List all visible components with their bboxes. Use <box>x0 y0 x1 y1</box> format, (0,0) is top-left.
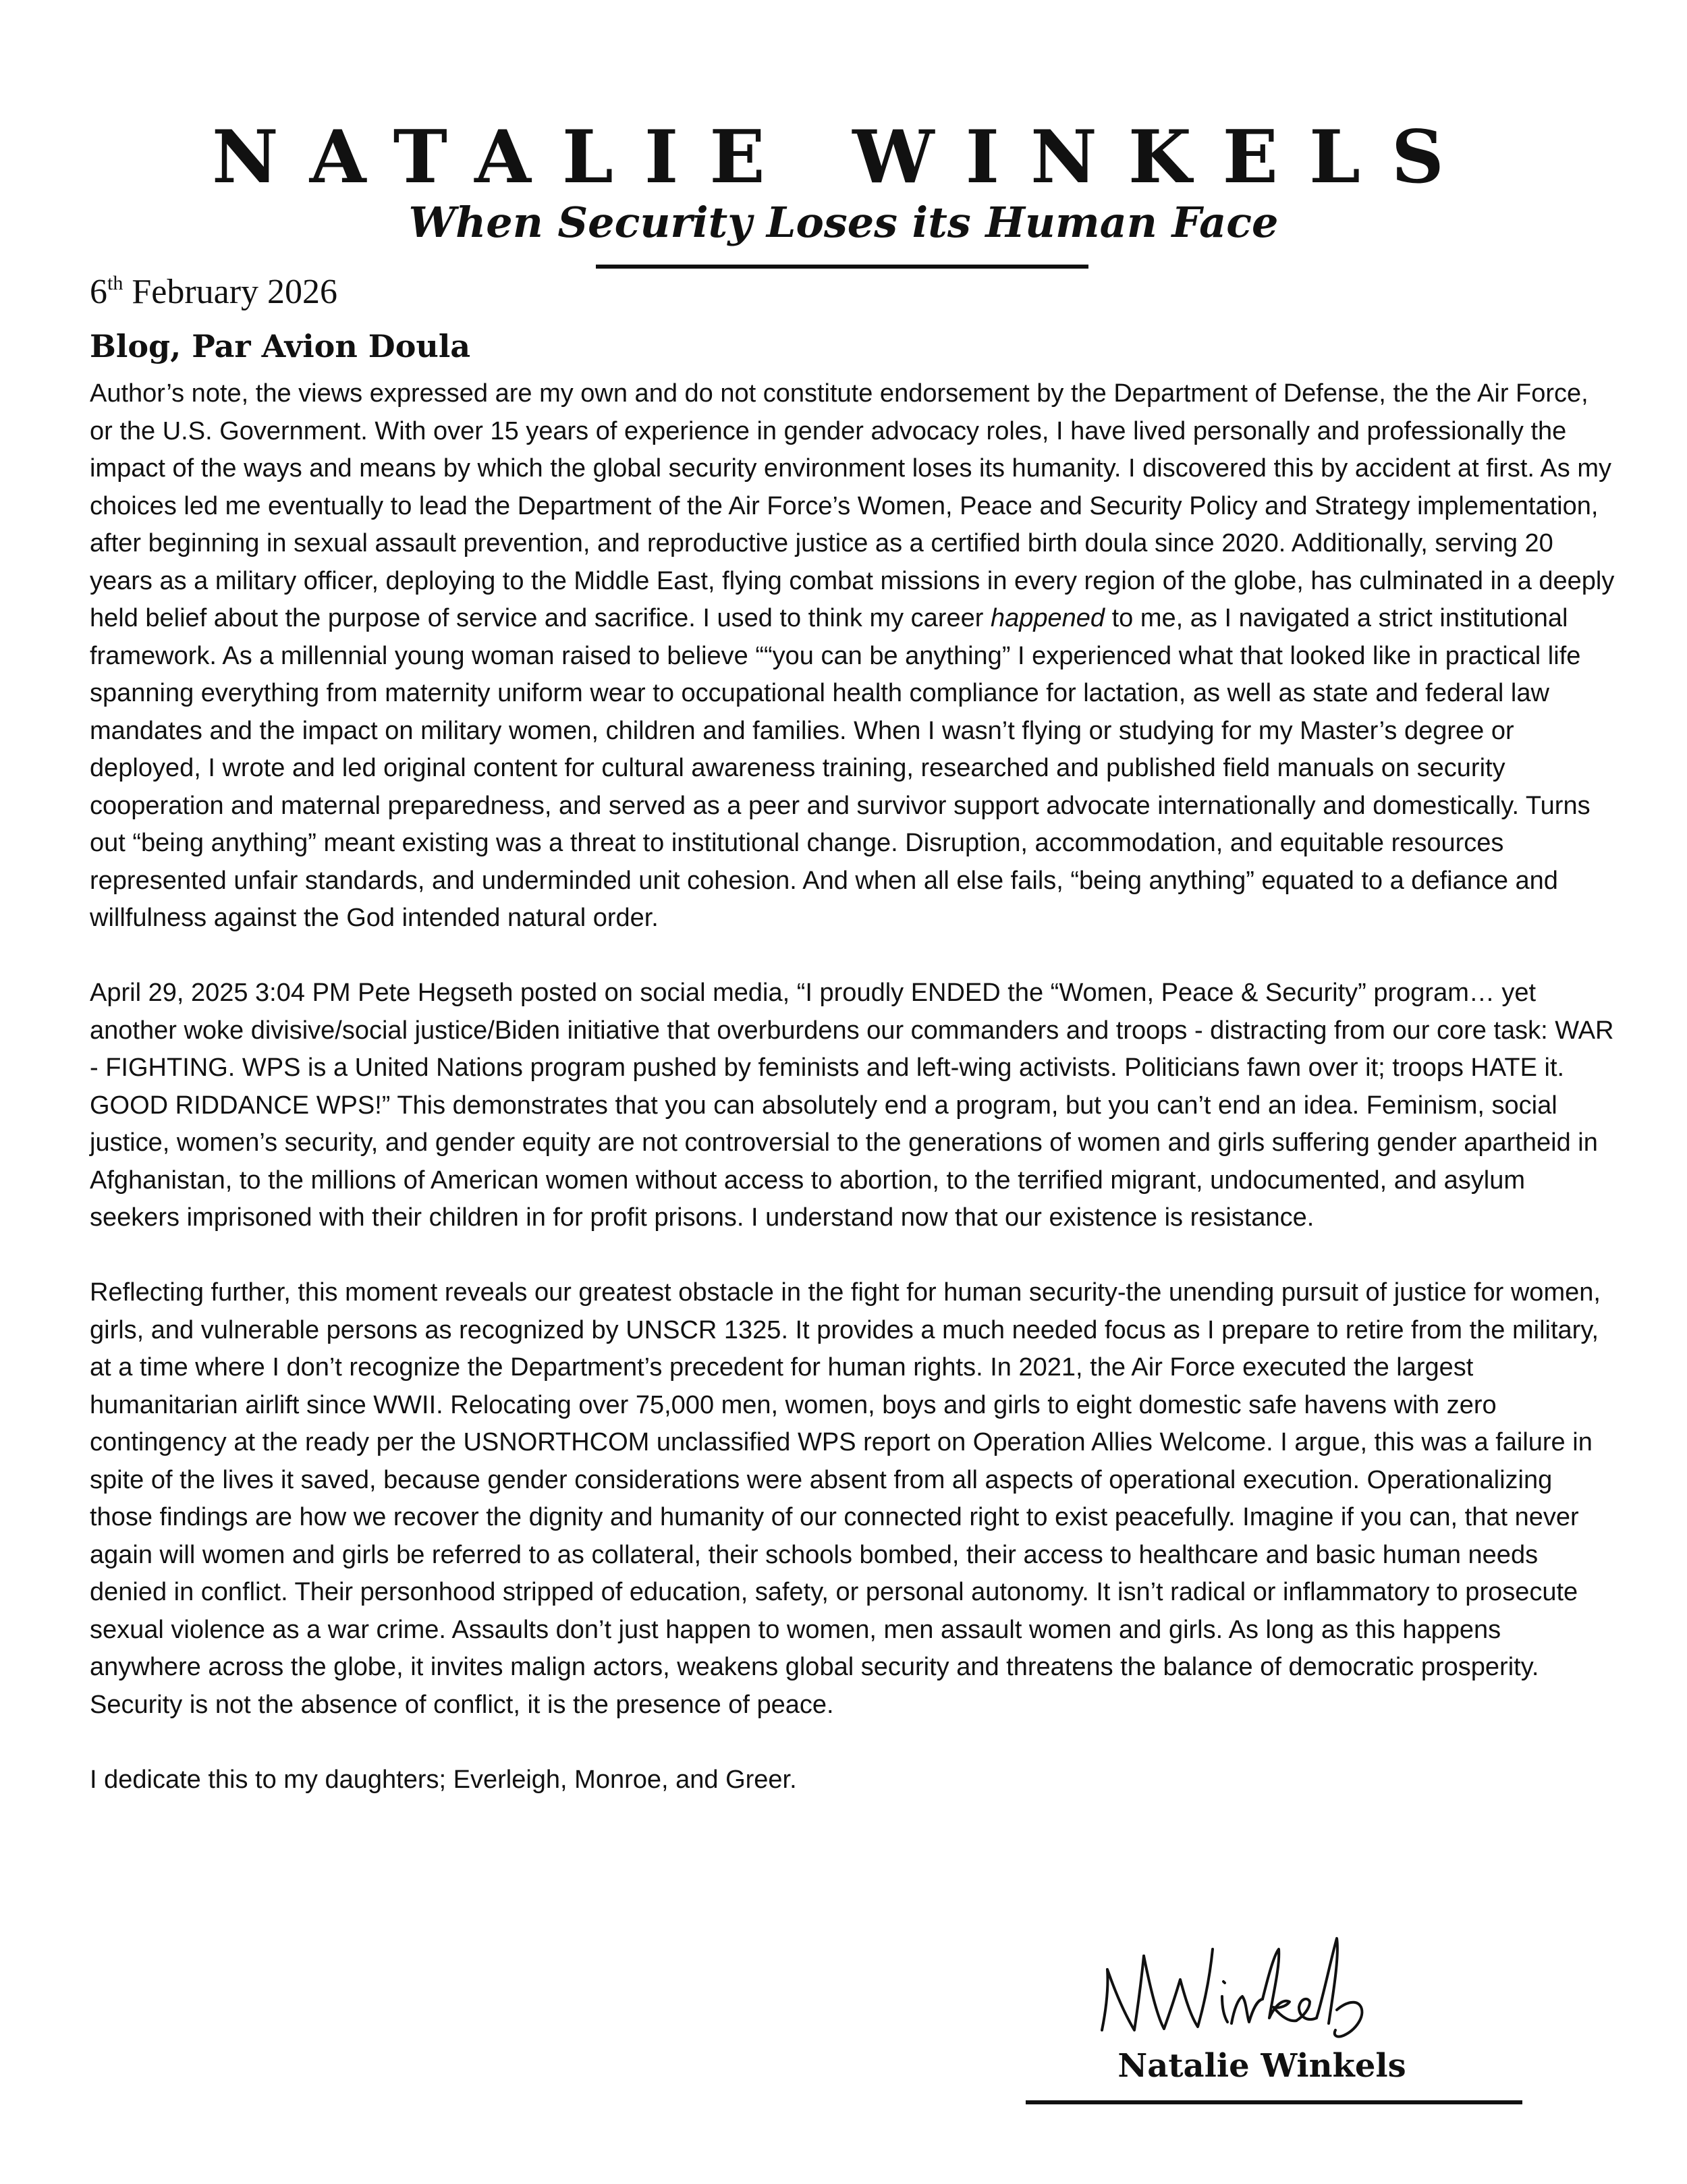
date-suffix: th <box>107 272 123 294</box>
letter-subtitle: When Security Loses its Human Face <box>408 198 1279 247</box>
signature-printed-name: Natalie Winkels <box>1117 2047 1406 2085</box>
title-divider <box>596 265 1088 269</box>
author-name-title: NATALIE WINKELS <box>212 115 1475 200</box>
paragraph-1 <box>90 375 1615 937</box>
paragraph-1-emphasis: happened <box>990 604 1105 632</box>
letter-body <box>90 375 1615 1799</box>
blog-heading: Blog, Par Avion Doula <box>90 328 471 364</box>
paragraph-1-text-a: Author’s note, the views expressed are my own and do not constitute endorsement by the Department of Defense, the the Air Force, or the U.S. Government. With over 15 years of experience in gender advocacy roles, I have lived personally and professionally the impact of the ways and means by which the global security environment loses its humanity. I discovered this by accident at first. As my choices led me eventually to lead the Department of the Air Force’s Women, Peace and Security Policy and Strategy implementation, after beginning in sexual assault prevention, and reproductive justice as a certified birth doula since 2020. Additionally, serving 20 years as a military officer, deploying to the Middle East, flying combat missions in every region of the globe, has culminated in a deeply held belief about the purpose of service and sacrifice. I used to think my career <box>90 379 1615 632</box>
letter-date <box>90 269 337 316</box>
signature-divider <box>1026 2100 1522 2104</box>
paragraph-4: I dedicate this to my daughters; Everleigh, Monroe, and Greer. <box>90 1765 797 1794</box>
paragraph-1-text-b: to me, as I navigated a strict institutional framework. As a millennial young woman raised to believe ““you can be anything” I experienced what that looked like in practical life spanning everything from maternity uniform wear to occupational health compliance for lactation, as well as state and federal law mandates and the impact on military women, children and families. When I wasn’t flying or studying for my Master’s degree or deployed, I wrote and led original content for cultural awareness training, researched and published field manuals on security cooperation and maternal preparedness, and served as a peer and survivor support advocate internationally and domestically. Turns out “being anything” meant existing was a threat to institutional change. Disruption, accommodation, and equitable resources represented unfair standards, and underminded unit cohesion. And when all else fails, “being anything” equated to a defiance and willfulness against the God intended natural order. <box>90 604 1591 932</box>
paragraph-2: April 29, 2025 3:04 PM Pete Hegseth posted on social media, “I proudly ENDED the “Women, Peace & Security” program… yet another woke divisive/social justice/Biden initiative that overburdens our commanders and troops - distracting from our core task: WAR - FIGHTING. WPS is a United Nations program pushed by feminists and left-wing activists. Politicians fawn over it; troops HATE it. GOOD RIDDANCE WPS!” This demonstrates that you can absolutely end a program, but you can’t end an idea. Feminism, social justice, women’s security, and gender equity are not controversial to the generations of women and girls suffering gender apartheid in Afghanistan, to the millions of American women without access to abortion, to the terrified migrant, undocumented, and asylum seekers imprisoned with their children in for profit prisons. I understand now that our existence is resistance. <box>90 979 1614 1232</box>
date-day: 6 <box>90 273 107 311</box>
paragraph-3: Reflecting further, this moment reveals our greatest obstacle in the fight for human security-the unending pursuit of justice for women, girls, and vulnerable persons as recognized by UNSCR 1325. It provides a much needed focus as I prepare to retire from the military, at a time where I don’t recognize the Department’s precedent for human rights. In 2021, the Air Force executed the largest humanitarian airlift since WWII. Relocating over 75,000 men, women, boys and girls to eight domestic safe havens with zero contingency at the ready per the USNORTHCOM unclassified WPS report on Operation Allies Welcome. I argue, this was a failure in spite of the lives it saved, because gender considerations were absent from all aspects of operational execution. Operationalizing those findings are how we recover the dignity and humanity of our connected right to exist peacefully. Imagine if you can, that never again will women and girls be referred to as collateral, their schools bombed, their access to healthcare and basic human needs denied in conflict. Their personhood stripped of education, safety, or personal autonomy. It isn’t radical or inflammatory to prosecute sexual violence as a war crime. Assaults don’t just happen to women, men assault women and girls. As long as this happens anywhere across the globe, it invites malign actors, weakens global security and threatens the balance of democratic prosperity. Security is not the absence of conflict, it is the presence of peace. <box>90 1278 1601 1719</box>
date-month-year: February 2026 <box>123 273 338 311</box>
